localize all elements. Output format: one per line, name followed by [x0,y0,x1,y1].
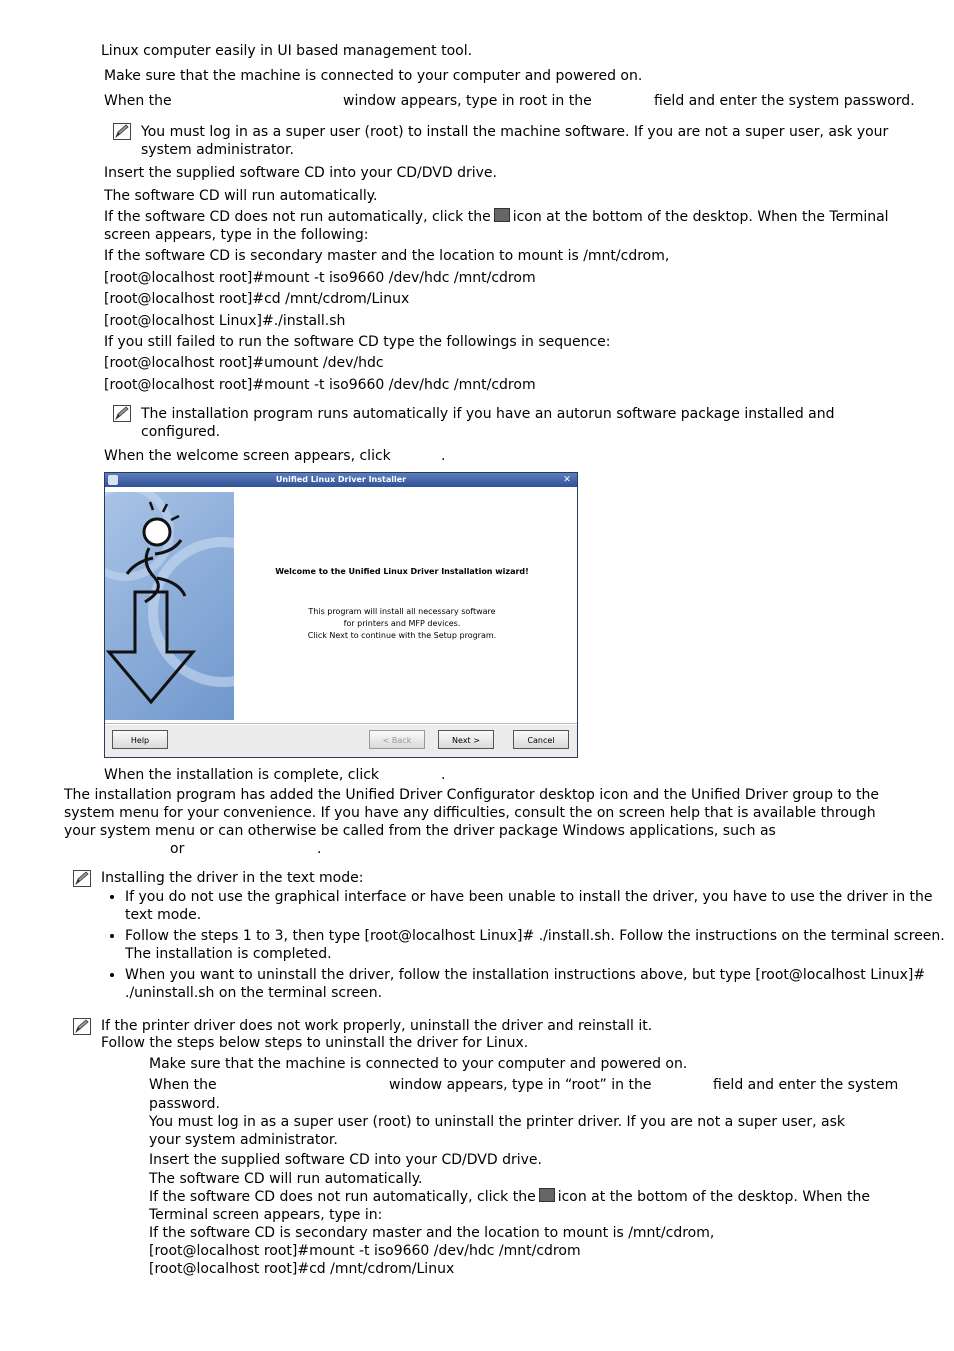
cancel-button[interactable]: Cancel [513,730,569,749]
step-text: field and enter the system [713,1077,899,1093]
step-text-part: icon at the bottom of the desktop. When the [557,1189,870,1205]
installer-body-text [235,606,569,642]
step-text: . [441,448,446,464]
note-pencil-icon [73,870,91,887]
command-text: [root@localhost root]#mount -t iso9660 /dev/hdc /mnt/cdrom [104,270,536,286]
command-text: [root@localhost Linux]#./install.sh [104,313,346,329]
step-text: Terminal screen appears, type in: [149,1207,383,1223]
step-text: When the [149,1077,217,1093]
paragraph-text: The installation program has added the Unified Driver Configurator desktop icon and the Unified Driver group to the [64,787,879,803]
installer-side-banner [105,492,234,720]
installer-window [104,472,578,758]
step-text: your system administrator. [149,1132,338,1148]
step-text: When the installation is complete, click [104,767,380,783]
paragraph-text: or [170,841,185,857]
bullet-list [104,888,945,1005]
step-text: When the [104,93,172,109]
step-text: field and enter the system password. [654,93,915,109]
installer-content [105,487,577,725]
command-text: [root@localhost root]#umount /dev/hdc [104,355,384,371]
step-text: If the software CD is secondary master and the location to mount is /mnt/cdrom, [149,1225,715,1241]
step-text-part: If the software CD does not run automatically, click the [104,209,491,225]
step-text: The software CD will run automatically. [104,188,378,204]
note-text: Installing the driver in the text mode: [101,870,364,886]
installer-body-line: Click Next to continue with the Setup program. [307,631,497,640]
list-item: • Follow the steps 1 to 3, then type [root@localhost Linux]# ./install.sh. Follow the instructions on the terminal screen. The installation is completed. [125,927,945,963]
paragraph-text: system menu for your convenience. If you have any difficulties, consult the on screen help that is available through [64,805,876,821]
note-pencil-icon [113,405,131,422]
note-text: If the printer driver does not work properly, uninstall the driver and reinstall it. [101,1018,653,1034]
close-icon[interactable]: ✕ [563,475,571,485]
window-title: Unified Linux Driver Installer [275,475,407,484]
list-item: • When you want to uninstall the driver, follow the installation instructions above, but type [root@localhost Linux]# ./uninstall.sh on the terminal screen. [125,966,945,1002]
step-text: You must log in as a super user (root) to uninstall the printer driver. If you are not a super user, ask [149,1114,846,1130]
help-button[interactable]: Help [112,730,168,749]
step-text: . [441,767,446,783]
step-text: Insert the supplied software CD into your CD/DVD drive. [149,1152,542,1168]
window-separator [105,723,577,725]
step-text-part: If the software CD does not run automatically, click the [149,1189,536,1205]
step-text: If the software CD is secondary master and the location to mount is /mnt/cdrom, [104,248,670,264]
installer-figure-icon [105,492,234,720]
command-text: [root@localhost root]#mount -t iso9660 /dev/hdc /mnt/cdrom [149,1243,581,1259]
note-pencil-icon [73,1018,91,1035]
command-text: [root@localhost root]#cd /mnt/cdrom/Linux [149,1261,455,1277]
paragraph-text: . [317,841,322,857]
installer-body-line: This program will install all necessary software [308,607,496,616]
step-text: Make sure that the machine is connected to your computer and powered on. [149,1056,688,1072]
note-text: Follow the steps below steps to uninstall the driver for Linux. [101,1035,529,1051]
next-button[interactable]: Next > [438,730,494,749]
back-button[interactable]: < Back [369,730,425,749]
installer-body-line: for printers and MFP devices. [343,619,461,628]
window-app-icon [108,475,118,485]
list-item: • If you do not use the graphical interface or have been unable to install the driver, you have to use the driver in the text mode. [125,888,945,924]
terminal-icon [539,1188,555,1202]
step-text [104,208,889,226]
step-text [149,1188,870,1206]
note-text: You must log in as a super user (root) to install the machine software. If you are not a super user, ask your [141,124,889,140]
step-text: window appears, type in root in the [343,93,592,109]
step-text: password. [149,1096,220,1112]
step-text: If you still failed to run the software CD type the followings in sequence: [104,334,611,350]
text-line: Linux computer easily in UI based management tool. [101,43,473,59]
note-pencil-icon [113,123,131,140]
step-text: When the welcome screen appears, click [104,448,391,464]
step-text: Make sure that the machine is connected to your computer and powered on. [104,68,643,84]
step-text: screen appears, type in the following: [104,227,369,243]
installer-welcome-heading: Welcome to the Unified Linux Driver Installation wizard! [275,567,529,576]
step-text: Insert the supplied software CD into your CD/DVD drive. [104,165,497,181]
step-text: The software CD will run automatically. [149,1171,423,1187]
note-text: system administrator. [141,142,294,158]
note-text: configured. [141,424,221,440]
note-text: The installation program runs automatically if you have an autorun software package installed and [141,406,835,422]
command-text: [root@localhost root]#cd /mnt/cdrom/Linux [104,291,410,307]
terminal-icon [494,208,510,222]
command-text: [root@localhost root]#mount -t iso9660 /dev/hdc /mnt/cdrom [104,377,536,393]
step-text-part: icon at the bottom of the desktop. When the Terminal [512,209,889,225]
paragraph-text: your system menu or can otherwise be called from the driver package Windows applications, such as [64,823,776,839]
window-titlebar [105,473,577,487]
step-text: window appears, type in “root” in the [389,1077,652,1093]
